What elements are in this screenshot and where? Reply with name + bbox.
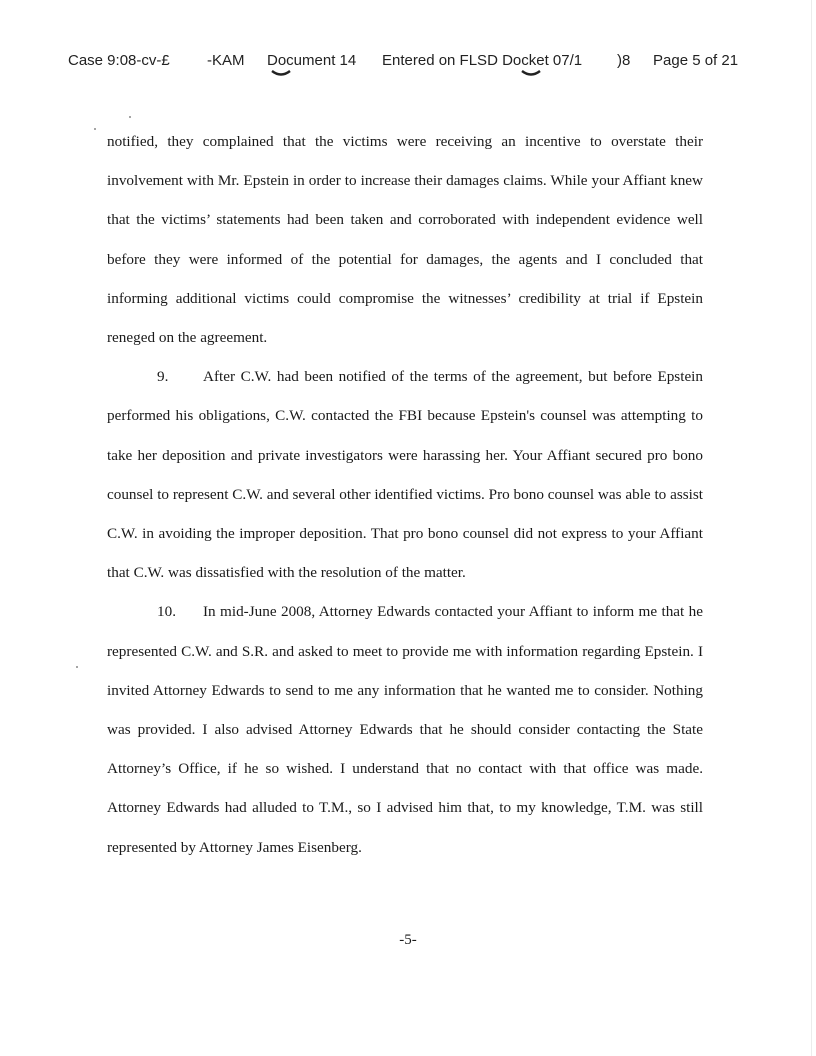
header-year-fragment: )8 [617,52,631,69]
hole-punch-mark [521,70,541,78]
numbered-paragraph [107,592,703,866]
paragraph-text: After C.W. had been notified of the terms of the agreement, but before Epstein performed his obligations, C.W. contacted the FBI because Epstein's counsel was attempting to take her deposition and private investigators were harassing her. Your Affiant secured pro bono counsel to represent C.W. and several other identified victims. Pro bono counsel was able to assist C.W. in avoiding the improper deposition. That pro bono counsel did not express to your Affiant that C.W. was dissatisfied with the resolution of the matter. [107,368,703,582]
scan-speck [129,116,131,118]
continued-paragraph: notified, they complained that the victims were receiving an incentive to overstate their involvement with Mr. Epstein in order to increase their damages claims. While your Affiant knew that the victims’ statements had been taken and corroborated with independent evidence well before they were informed of the potential for damages, the agents and I concluded that informing additional victims could compromise the witnesses’ credibility at trial if Epstein reneged on the agreement. [107,133,703,347]
header-document-number: Document 14 [267,52,357,69]
scan-speck [94,128,96,130]
header-page-count: Page 5 of 21 [653,52,739,69]
hole-punch-mark [271,70,291,78]
document-body [107,122,703,867]
paragraph-number: 10. [157,603,176,621]
numbered-paragraph [107,357,703,592]
page-number-footer: -5- [399,932,417,948]
court-filing-header [0,52,816,92]
header-judge-initials: -KAM [207,52,245,69]
header-case-number: Case 9:08-cv-£ [68,52,170,69]
header-docket-entry: Entered on FLSD Docket 07/1 [382,52,583,69]
paragraph-number: 9. [157,368,169,386]
scan-edge-line [811,0,812,1056]
scan-speck [76,666,78,668]
paragraph-text: In mid-June 2008, Attorney Edwards contacted your Affiant to inform me that he represented C.W. and S.R. and asked to meet to provide me with information regarding Epstein. I invited Attorney Edwards to send to me any information that he wanted me to consider. Nothing was provided. I also advised Attorney Edwards that he should consider contacting the State Attorney’s Office, if he so wished. I understand that no contact with that office was made. Attorney Edwards had alluded to T.M., so I advised him that, to my knowledge, T.M. was still represented by Attorney James Eisenberg. [107,603,703,856]
